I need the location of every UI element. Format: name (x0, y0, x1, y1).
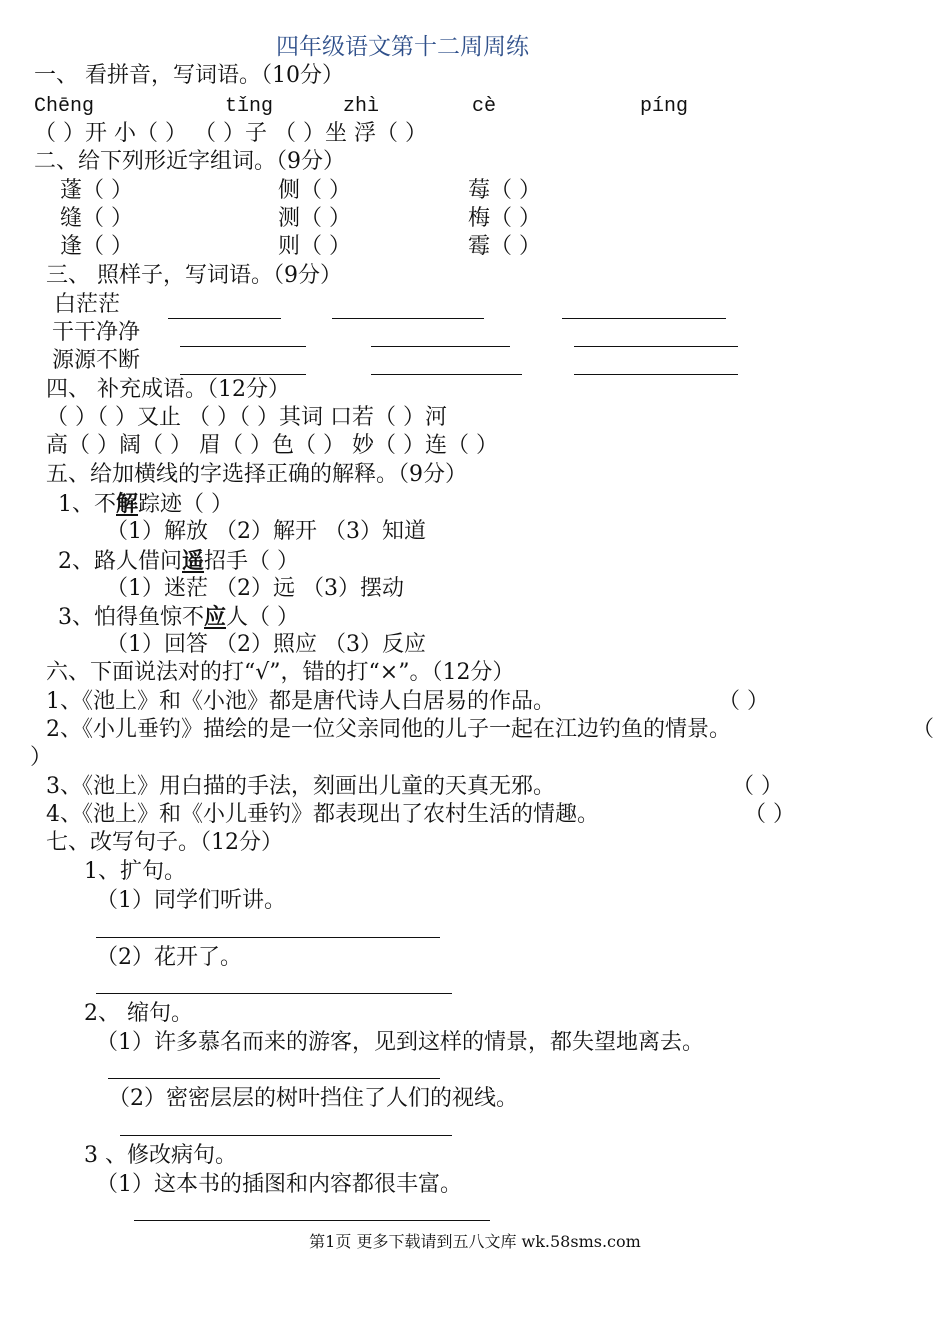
answer-line (134, 1220, 490, 1221)
meaning-options: （1）回答 （2）照应 （3）反应 (106, 632, 426, 657)
answer-line (371, 346, 510, 347)
judge-statement: 2、《小儿垂钓》描绘的是一位父亲同他的儿子一起在江边钓鱼的情景。 (46, 717, 731, 742)
underlined-char: 应 (204, 604, 227, 630)
answer-line (96, 993, 452, 994)
answer-line (332, 318, 484, 319)
similar-char-item: 梅（ ） (468, 206, 541, 231)
section-5-heading: 五、给加横线的字选择正确的解释。（9分） (46, 462, 467, 487)
example-word: 干干净净 (52, 320, 141, 345)
sentence-question: （1）同学们听讲。 (96, 888, 286, 913)
underlined-char: 解 (116, 491, 139, 517)
question-text: 1、不 (58, 492, 116, 517)
pinyin-cheng: Chēng (34, 95, 95, 118)
question-text: 人（ ） (226, 605, 300, 630)
similar-char-item: 霉（ ） (468, 234, 541, 259)
answer-line (96, 937, 440, 938)
similar-char-item: 逢（ ） (60, 234, 133, 259)
sub-heading: 1、扩句。 (84, 859, 186, 884)
sentence-question: （2）花开了。 (96, 945, 242, 970)
answer-line (168, 318, 281, 319)
section-6-heading: 六、下面说法对的打“√”，错的打“×”。（12分） (46, 660, 515, 685)
page-footer: 第1页 更多下载请到五八文库 wk.58sms.com (309, 1232, 641, 1251)
judge-blank: （ (912, 717, 935, 742)
judge-statement: 4、《池上》和《小儿垂钓》都表现出了农村生活的情趣。 (46, 802, 599, 827)
sub-heading: 2、 缩句。 (84, 1001, 193, 1026)
section-2-heading: 二、给下列形近字组词。（9分） (34, 149, 345, 174)
page-title: 四年级语文第十二周周练 (276, 34, 529, 60)
question-text: 踪迹（ ） (138, 492, 234, 517)
section-3-heading: 三、 照样子，写词语。（9分） (46, 263, 342, 288)
sentence-question: （2）密密层层的树叶挡住了人们的视线。 (108, 1086, 518, 1111)
judge-blank: （ ） (744, 802, 795, 827)
example-word: 源源不断 (52, 348, 141, 373)
judge-statement: 3、《池上》用白描的手法，刻画出儿童的天真无邪。 (46, 774, 555, 799)
pinyin-ting: tǐng (225, 95, 274, 118)
answer-line (574, 346, 738, 347)
section-1-heading: 一、 看拼音，写词语。（10分） (34, 63, 344, 88)
underlined-char: 遥 (182, 548, 205, 574)
idiom-line: 高（ ）阔（ ） 眉（ ）色（ ） 妙（ ）连（ ） (46, 433, 498, 458)
question-text: 3、怕得鱼惊不 (58, 605, 204, 630)
similar-char-item: 蓬（ ） (60, 178, 133, 203)
pinyin-answer-line: （ ）开 小（ ） （ ）子 （ ）坐 浮（ ） (34, 121, 427, 146)
judge-statement: 1、《池上》和《小池》都是唐代诗人白居易的作品。 (46, 689, 555, 714)
answer-line (562, 318, 726, 319)
question-text: 2、路人借问 (58, 549, 182, 574)
pinyin-ce: cè (472, 95, 497, 118)
sub-heading: 3 、修改病句。 (84, 1143, 237, 1168)
answer-line (108, 1078, 440, 1079)
meaning-question (58, 603, 299, 632)
similar-char-item: 测（ ） (278, 206, 351, 231)
similar-char-item: 则（ ） (278, 234, 351, 259)
idiom-line: （ ）（ ）又止 （ ）（ ）其词 口若（ ）河 (46, 405, 447, 430)
answer-line (371, 374, 522, 375)
judge-blank-close: ） (30, 745, 53, 770)
section-7-heading: 七、改写句子。（12分） (46, 830, 283, 855)
pinyin-ping: píng (640, 95, 689, 118)
answer-line (180, 346, 306, 347)
example-word: 白茫茫 (54, 292, 121, 317)
answer-line (574, 374, 738, 375)
similar-char-item: 侧（ ） (278, 178, 351, 203)
answer-line (120, 1135, 452, 1136)
meaning-question (58, 547, 299, 576)
judge-blank: （ ） (732, 774, 783, 799)
pinyin-zhi: zhì (343, 95, 380, 118)
sentence-question: （1）这本书的插图和内容都很丰富。 (96, 1172, 462, 1197)
sentence-question: （1）许多慕名而来的游客，见到这样的情景，都失望地离去。 (96, 1030, 704, 1055)
answer-line (180, 374, 306, 375)
meaning-options: （1）解放 （2）解开 （3）知道 (106, 519, 426, 544)
meaning-question (58, 490, 233, 519)
section-4-heading: 四、 补充成语。（12分） (46, 377, 290, 402)
similar-char-item: 莓（ ） (468, 178, 541, 203)
judge-blank: （ ） (718, 689, 769, 714)
question-text: 招手（ ） (204, 549, 300, 574)
meaning-options: （1）迷茫 （2）远 （3）摆动 (106, 576, 404, 601)
similar-char-item: 缝（ ） (60, 206, 133, 231)
